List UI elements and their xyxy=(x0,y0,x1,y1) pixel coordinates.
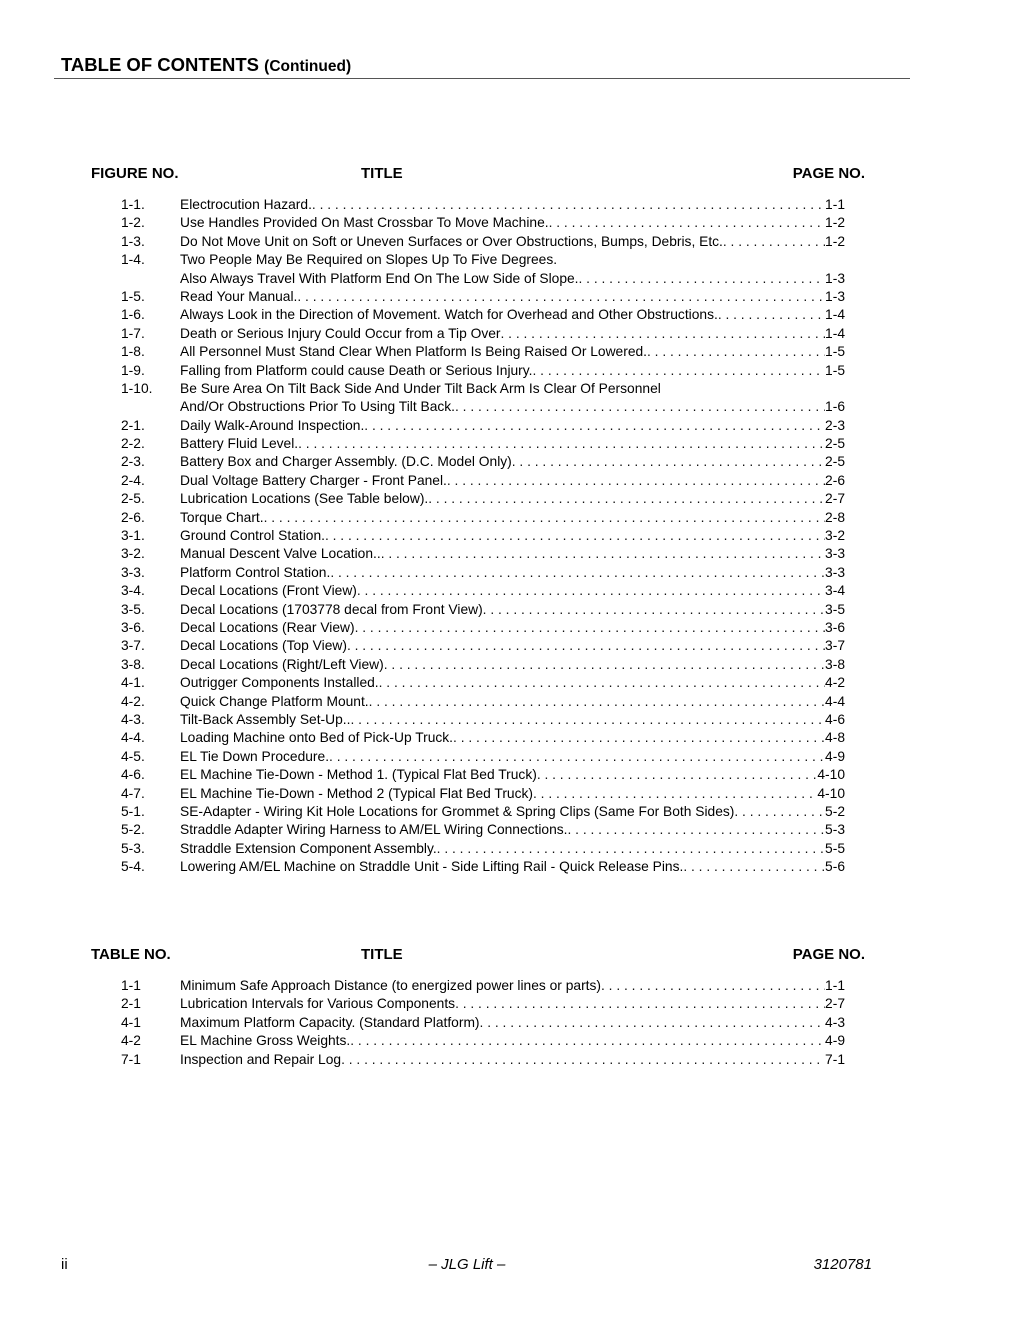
table-entry xyxy=(121,1051,845,1069)
entry-leader-line xyxy=(180,214,845,232)
entry-leader-line xyxy=(180,840,845,858)
entry-leader-line xyxy=(180,398,845,416)
dot-leader xyxy=(718,306,825,324)
entry-number: 1-4. xyxy=(121,252,145,268)
entry-number: 3-8. xyxy=(121,656,145,672)
figure-entry xyxy=(121,214,845,232)
entry-leader-line xyxy=(180,288,845,306)
entry-number: 3-4. xyxy=(121,583,145,599)
entry-title: Minimum Safe Approach Distance (to energized power lines or parts) xyxy=(180,978,602,993)
entry-page: 4-6 xyxy=(825,711,845,727)
dot-leader xyxy=(357,582,825,600)
entry-title: Lubrication Intervals for Various Components xyxy=(180,996,456,1012)
figure-entry xyxy=(121,766,845,784)
entry-page: 7-1 xyxy=(825,1051,845,1067)
entry-number: 3-5. xyxy=(121,601,145,617)
dot-leader xyxy=(647,343,825,361)
figure-entry xyxy=(121,840,845,858)
entry-title-line1: Be Sure Area On Tilt Back Side And Under Tilt Back Arm Is Clear Of Personnel xyxy=(180,380,661,396)
entry-leader-line xyxy=(180,1014,845,1032)
entry-page: 4-2 xyxy=(825,675,845,691)
entry-number: 1-9. xyxy=(121,362,145,378)
figure-entry xyxy=(121,619,845,637)
dot-leader xyxy=(264,509,825,527)
figure-entry xyxy=(121,711,845,729)
entry-number: 2-3. xyxy=(121,454,145,470)
entry-page: 3-4 xyxy=(825,583,845,599)
figure-entry xyxy=(121,785,845,803)
entry-page: 1-6 xyxy=(825,399,845,415)
dot-leader xyxy=(483,601,825,619)
figure-entry xyxy=(121,601,845,619)
entry-leader-line xyxy=(180,306,845,324)
figure-entry xyxy=(121,656,845,674)
entry-title: Battery Fluid Level. xyxy=(180,436,299,452)
figure-entry xyxy=(121,748,845,766)
entry-page: 4-9 xyxy=(825,748,845,764)
dot-leader xyxy=(381,545,825,563)
entry-page: 1-2 xyxy=(825,233,845,249)
entry-page: 5-6 xyxy=(825,859,845,875)
figure-entry xyxy=(121,821,845,839)
dot-leader xyxy=(579,270,826,288)
entry-page: 3-2 xyxy=(825,528,845,544)
entry-title: Torque Chart. xyxy=(180,509,264,525)
entry-page: 1-3 xyxy=(825,270,845,286)
dot-leader xyxy=(537,766,818,784)
entry-title: Maximum Platform Capacity. (Standard Platform) xyxy=(180,1014,480,1030)
entry-number: 1-6. xyxy=(121,307,145,323)
dot-leader xyxy=(297,288,825,306)
entry-page: 2-5 xyxy=(825,436,845,452)
entry-page: 1-4 xyxy=(825,307,845,323)
page-header-title xyxy=(61,53,351,79)
entry-title: EL Machine Tie-Down - Method 1. (Typical Flat Bed Truck) xyxy=(180,767,537,783)
entry-page: 3-8 xyxy=(825,656,845,672)
header-subtitle-text: (Continued) xyxy=(264,58,352,75)
entry-leader-line xyxy=(180,490,845,508)
dot-leader xyxy=(379,674,825,692)
entry-title: EL Machine Tie-Down - Method 2 (Typical Flat Bed Truck) xyxy=(180,785,533,801)
entry-number: 3-2. xyxy=(121,546,145,562)
entry-page: 1-5 xyxy=(825,344,845,360)
figure-entry xyxy=(121,196,845,214)
dot-leader xyxy=(428,490,825,508)
entry-title: Do Not Move Unit on Soft or Uneven Surfaces or Over Obstructions, Bumps, Debris, Etc. xyxy=(180,233,723,249)
entry-leader-line xyxy=(180,233,845,251)
entry-leader-line xyxy=(180,637,845,655)
entry-title: Use Handles Provided On Mast Crossbar To Move Machine. xyxy=(180,215,549,231)
entry-number: 1-7. xyxy=(121,325,145,341)
entry-page: 4-8 xyxy=(825,730,845,746)
entry-page: 3-5 xyxy=(825,601,845,617)
entry-leader-line xyxy=(180,545,845,563)
entry-leader-line xyxy=(180,656,845,674)
entry-title: Straddle Extension Component Assembly. xyxy=(180,840,437,856)
figure-entry xyxy=(121,453,845,471)
figure-entry xyxy=(121,674,845,692)
figure-entry xyxy=(121,417,845,435)
dot-leader xyxy=(384,656,825,674)
dot-leader xyxy=(455,995,825,1013)
entry-page: 5-2 xyxy=(825,803,845,819)
dot-leader xyxy=(298,435,825,453)
figure-entry xyxy=(121,490,845,508)
tables-col-page: PAGE NO. xyxy=(792,946,865,963)
dot-leader xyxy=(312,196,825,214)
table-entry xyxy=(121,977,845,995)
entry-leader-line xyxy=(180,343,845,361)
figure-entry xyxy=(121,858,845,876)
entry-title: Electrocution Hazard. xyxy=(180,197,312,212)
entry-page: 4-3 xyxy=(825,1014,845,1030)
figure-entry xyxy=(121,288,845,306)
dot-leader xyxy=(330,564,825,582)
entry-page: 5-3 xyxy=(825,822,845,838)
entry-title: Dual Voltage Battery Charger - Front Panel. xyxy=(180,472,447,488)
entry-number: 2-1 xyxy=(121,996,141,1012)
entry-number: 4-6. xyxy=(121,767,145,783)
entry-number: 1-8. xyxy=(121,344,145,360)
table-entry xyxy=(121,1032,845,1050)
entry-page: 5-5 xyxy=(825,840,845,856)
entry-number: 5-2. xyxy=(121,822,145,838)
entry-leader-line xyxy=(180,711,845,729)
entry-number: 3-3. xyxy=(121,564,145,580)
figure-entry xyxy=(121,509,845,527)
dot-leader xyxy=(453,729,825,747)
tables-column-headers xyxy=(91,945,865,965)
entry-page: 4-10 xyxy=(817,767,845,783)
entry-page: 3-7 xyxy=(825,638,845,654)
entry-number: 2-1. xyxy=(121,417,145,433)
entry-page: 2-7 xyxy=(825,996,845,1012)
entry-leader-line xyxy=(180,693,845,711)
entry-number: 4-1 xyxy=(121,1014,141,1030)
entry-title: Manual Descent Valve Location.. xyxy=(180,546,381,562)
entry-leader-line xyxy=(180,821,845,839)
entry-number: 5-3. xyxy=(121,840,145,856)
figure-entry xyxy=(121,527,845,545)
entry-leader-line xyxy=(180,362,845,380)
entry-title: Always Look in the Direction of Movement. Watch for Overhead and Other Obstructions. xyxy=(180,307,718,323)
entry-title: Battery Box and Charger Assembly. (D.C. Model Only) xyxy=(180,454,512,470)
entry-title: Death or Serious Injury Could Occur from a Tip Over xyxy=(180,325,501,341)
figures-col-page: PAGE NO. xyxy=(792,165,865,182)
figure-entry xyxy=(121,803,845,821)
entry-number: 4-4. xyxy=(121,730,145,746)
entry-title: Decal Locations (Rear View) xyxy=(180,619,355,635)
figures-list xyxy=(121,196,845,876)
figures-column-headers xyxy=(91,164,865,184)
entry-number: 1-1. xyxy=(121,197,145,212)
dot-leader xyxy=(447,472,825,490)
figure-entry xyxy=(121,325,845,343)
entry-leader-line xyxy=(180,766,845,784)
entry-number: 2-4. xyxy=(121,472,145,488)
dot-leader xyxy=(601,977,825,995)
entry-number: 4-2 xyxy=(121,1033,141,1049)
tables-list xyxy=(121,977,845,1069)
figure-entry xyxy=(121,398,845,416)
dot-leader xyxy=(734,803,825,821)
entry-number: 4-1. xyxy=(121,675,145,691)
entry-page: 4-10 xyxy=(817,785,845,801)
entry-number: 7-1 xyxy=(121,1051,141,1067)
figure-entry xyxy=(121,270,845,288)
entry-leader-line xyxy=(180,527,845,545)
dot-leader xyxy=(347,637,825,655)
entry-title: Falling from Platform could cause Death or Serious Injury. xyxy=(180,362,533,378)
header-title-text: TABLE OF CONTENTS xyxy=(61,54,260,75)
entry-page: 3-3 xyxy=(825,546,845,562)
entry-title: Platform Control Station. xyxy=(180,564,331,580)
entry-number: 3-1. xyxy=(121,528,145,544)
table-entry xyxy=(121,1014,845,1032)
entry-title: Decal Locations (Front View) xyxy=(180,583,357,599)
dot-leader xyxy=(532,362,825,380)
dot-leader xyxy=(325,527,825,545)
entry-title: Ground Control Station. xyxy=(180,528,325,544)
entry-title: Quick Change Platform Mount. xyxy=(180,693,369,709)
entry-leader-line xyxy=(180,729,845,747)
figures-col-no: FIGURE NO. xyxy=(91,165,179,182)
entry-number: 1-3. xyxy=(121,233,145,249)
figure-entry xyxy=(121,362,845,380)
entry-number: 5-4. xyxy=(121,859,145,875)
figure-entry-first-line xyxy=(121,251,845,269)
entry-number: 1-10. xyxy=(121,380,153,396)
tables-col-no: TABLE NO. xyxy=(91,946,171,963)
entry-title: EL Machine Gross Weights. xyxy=(180,1033,351,1049)
dot-leader xyxy=(355,619,825,637)
entry-leader-line xyxy=(180,196,845,214)
entry-title: Read Your Manual. xyxy=(180,288,298,304)
entry-title: Decal Locations (1703778 decal from Front View) xyxy=(180,601,483,617)
entry-leader-line xyxy=(180,619,845,637)
entry-page: 2-8 xyxy=(825,509,845,525)
dot-leader xyxy=(369,693,825,711)
entry-page: 2-5 xyxy=(825,454,845,470)
entry-page: 2-3 xyxy=(825,417,845,433)
entry-page: 1-2 xyxy=(825,215,845,231)
figure-entry xyxy=(121,306,845,324)
entry-number: 2-5. xyxy=(121,491,145,507)
header-divider xyxy=(54,78,910,79)
entry-leader-line xyxy=(180,601,845,619)
figure-entry xyxy=(121,545,845,563)
dot-leader xyxy=(501,325,826,343)
dot-leader xyxy=(350,1032,825,1050)
footer-center-text: – JLG Lift – xyxy=(428,1256,506,1273)
figure-entry xyxy=(121,233,845,251)
entry-title: Outrigger Components Installed. xyxy=(180,675,379,691)
entry-title: And/Or Obstructions Prior To Using Tilt Back. xyxy=(180,399,456,415)
entry-title: Decal Locations (Top View) xyxy=(180,638,347,654)
entry-title: All Personnel Must Stand Clear When Platform Is Being Raised Or Lowered. xyxy=(180,344,648,360)
entry-page: 1-5 xyxy=(825,362,845,378)
entry-title-line1: Two People May Be Required on Slopes Up To Five Degrees. xyxy=(180,252,558,268)
entry-number: 1-5. xyxy=(121,288,145,304)
entry-page: 1-1 xyxy=(825,197,845,212)
entry-number: 3-7. xyxy=(121,638,145,654)
entry-leader-line xyxy=(180,417,845,435)
entry-title: EL Tie Down Procedure. xyxy=(180,748,330,764)
entry-number: 1-2. xyxy=(121,215,145,231)
dot-leader xyxy=(533,785,817,803)
entry-number: 4-2. xyxy=(121,693,145,709)
entry-page: 4-9 xyxy=(825,1033,845,1049)
entry-title: Also Always Travel With Platform End On The Low Side of Slope. xyxy=(180,270,579,286)
entry-leader-line xyxy=(180,325,845,343)
entry-leader-line xyxy=(180,1051,845,1069)
entry-leader-line xyxy=(180,453,845,471)
entry-number: 2-6. xyxy=(121,509,145,525)
entry-leader-line xyxy=(180,995,845,1013)
dot-leader xyxy=(437,840,825,858)
entry-title: Inspection and Repair Log xyxy=(180,1051,342,1067)
entry-page: 4-4 xyxy=(825,693,845,709)
dot-leader xyxy=(364,417,825,435)
entry-page: 1-4 xyxy=(825,325,845,341)
entry-leader-line xyxy=(180,564,845,582)
entry-leader-line xyxy=(180,509,845,527)
entry-number: 4-7. xyxy=(121,785,145,801)
entry-leader-line xyxy=(180,582,845,600)
entry-title: Daily Walk-Around Inspection. xyxy=(180,417,365,433)
entry-leader-line xyxy=(180,472,845,490)
entry-page: 1-1 xyxy=(825,978,845,993)
figure-entry xyxy=(121,472,845,490)
dot-leader xyxy=(341,1051,825,1069)
figure-entry xyxy=(121,582,845,600)
entry-number: 4-5. xyxy=(121,748,145,764)
figure-entry xyxy=(121,343,845,361)
entry-page: 2-7 xyxy=(825,491,845,507)
entry-number: 5-1. xyxy=(121,803,145,819)
figure-entry xyxy=(121,637,845,655)
entry-leader-line xyxy=(180,858,845,876)
dot-leader xyxy=(329,748,825,766)
entry-number: 3-6. xyxy=(121,619,145,635)
dot-leader xyxy=(549,214,825,232)
dot-leader xyxy=(683,858,825,876)
entry-leader-line xyxy=(180,977,845,995)
figure-entry xyxy=(121,693,845,711)
tables-col-title: TITLE xyxy=(361,946,403,963)
entry-leader-line xyxy=(180,435,845,453)
dot-leader xyxy=(568,821,826,839)
dot-leader xyxy=(480,1014,826,1032)
entry-leader-line xyxy=(180,270,845,288)
entry-leader-line xyxy=(180,803,845,821)
dot-leader xyxy=(455,398,825,416)
dot-leader xyxy=(350,711,825,729)
entry-number: 1-1 xyxy=(121,978,141,993)
entry-title: Decal Locations (Right/Left View) xyxy=(180,656,384,672)
entry-leader-line xyxy=(180,674,845,692)
entry-page: 1-3 xyxy=(825,288,845,304)
figure-entry xyxy=(121,564,845,582)
entry-title: Lowering AM/EL Machine on Straddle Unit - Side Lifting Rail - Quick Release Pins. xyxy=(180,859,684,875)
entry-leader-line xyxy=(180,1032,845,1050)
footer-doc-number: 3120781 xyxy=(813,1256,872,1273)
dot-leader xyxy=(512,453,825,471)
footer-page-number: ii xyxy=(61,1256,68,1273)
entry-page: 3-3 xyxy=(825,564,845,580)
entry-page: 2-6 xyxy=(825,472,845,488)
figure-entry xyxy=(121,435,845,453)
entry-number: 4-3. xyxy=(121,711,145,727)
figures-col-title: TITLE xyxy=(361,165,403,182)
entry-leader-line xyxy=(180,748,845,766)
entry-page: 3-6 xyxy=(825,619,845,635)
figure-entry-first-line xyxy=(121,380,845,398)
entry-title: Lubrication Locations (See Table below). xyxy=(180,491,429,507)
entry-leader-line xyxy=(180,785,845,803)
entry-number: 2-2. xyxy=(121,436,145,452)
entry-title: Straddle Adapter Wiring Harness to AM/EL Wiring Connections. xyxy=(180,822,568,838)
figure-entry xyxy=(121,729,845,747)
dot-leader xyxy=(723,233,825,251)
entry-title: Loading Machine onto Bed of Pick-Up Truck. xyxy=(180,730,454,746)
entry-title: Tilt-Back Assembly Set-Up.. xyxy=(180,711,351,727)
table-entry xyxy=(121,995,845,1013)
entry-title: SE-Adapter - Wiring Kit Hole Locations for Grommet & Spring Clips (Same For Both Sides) xyxy=(180,803,735,819)
